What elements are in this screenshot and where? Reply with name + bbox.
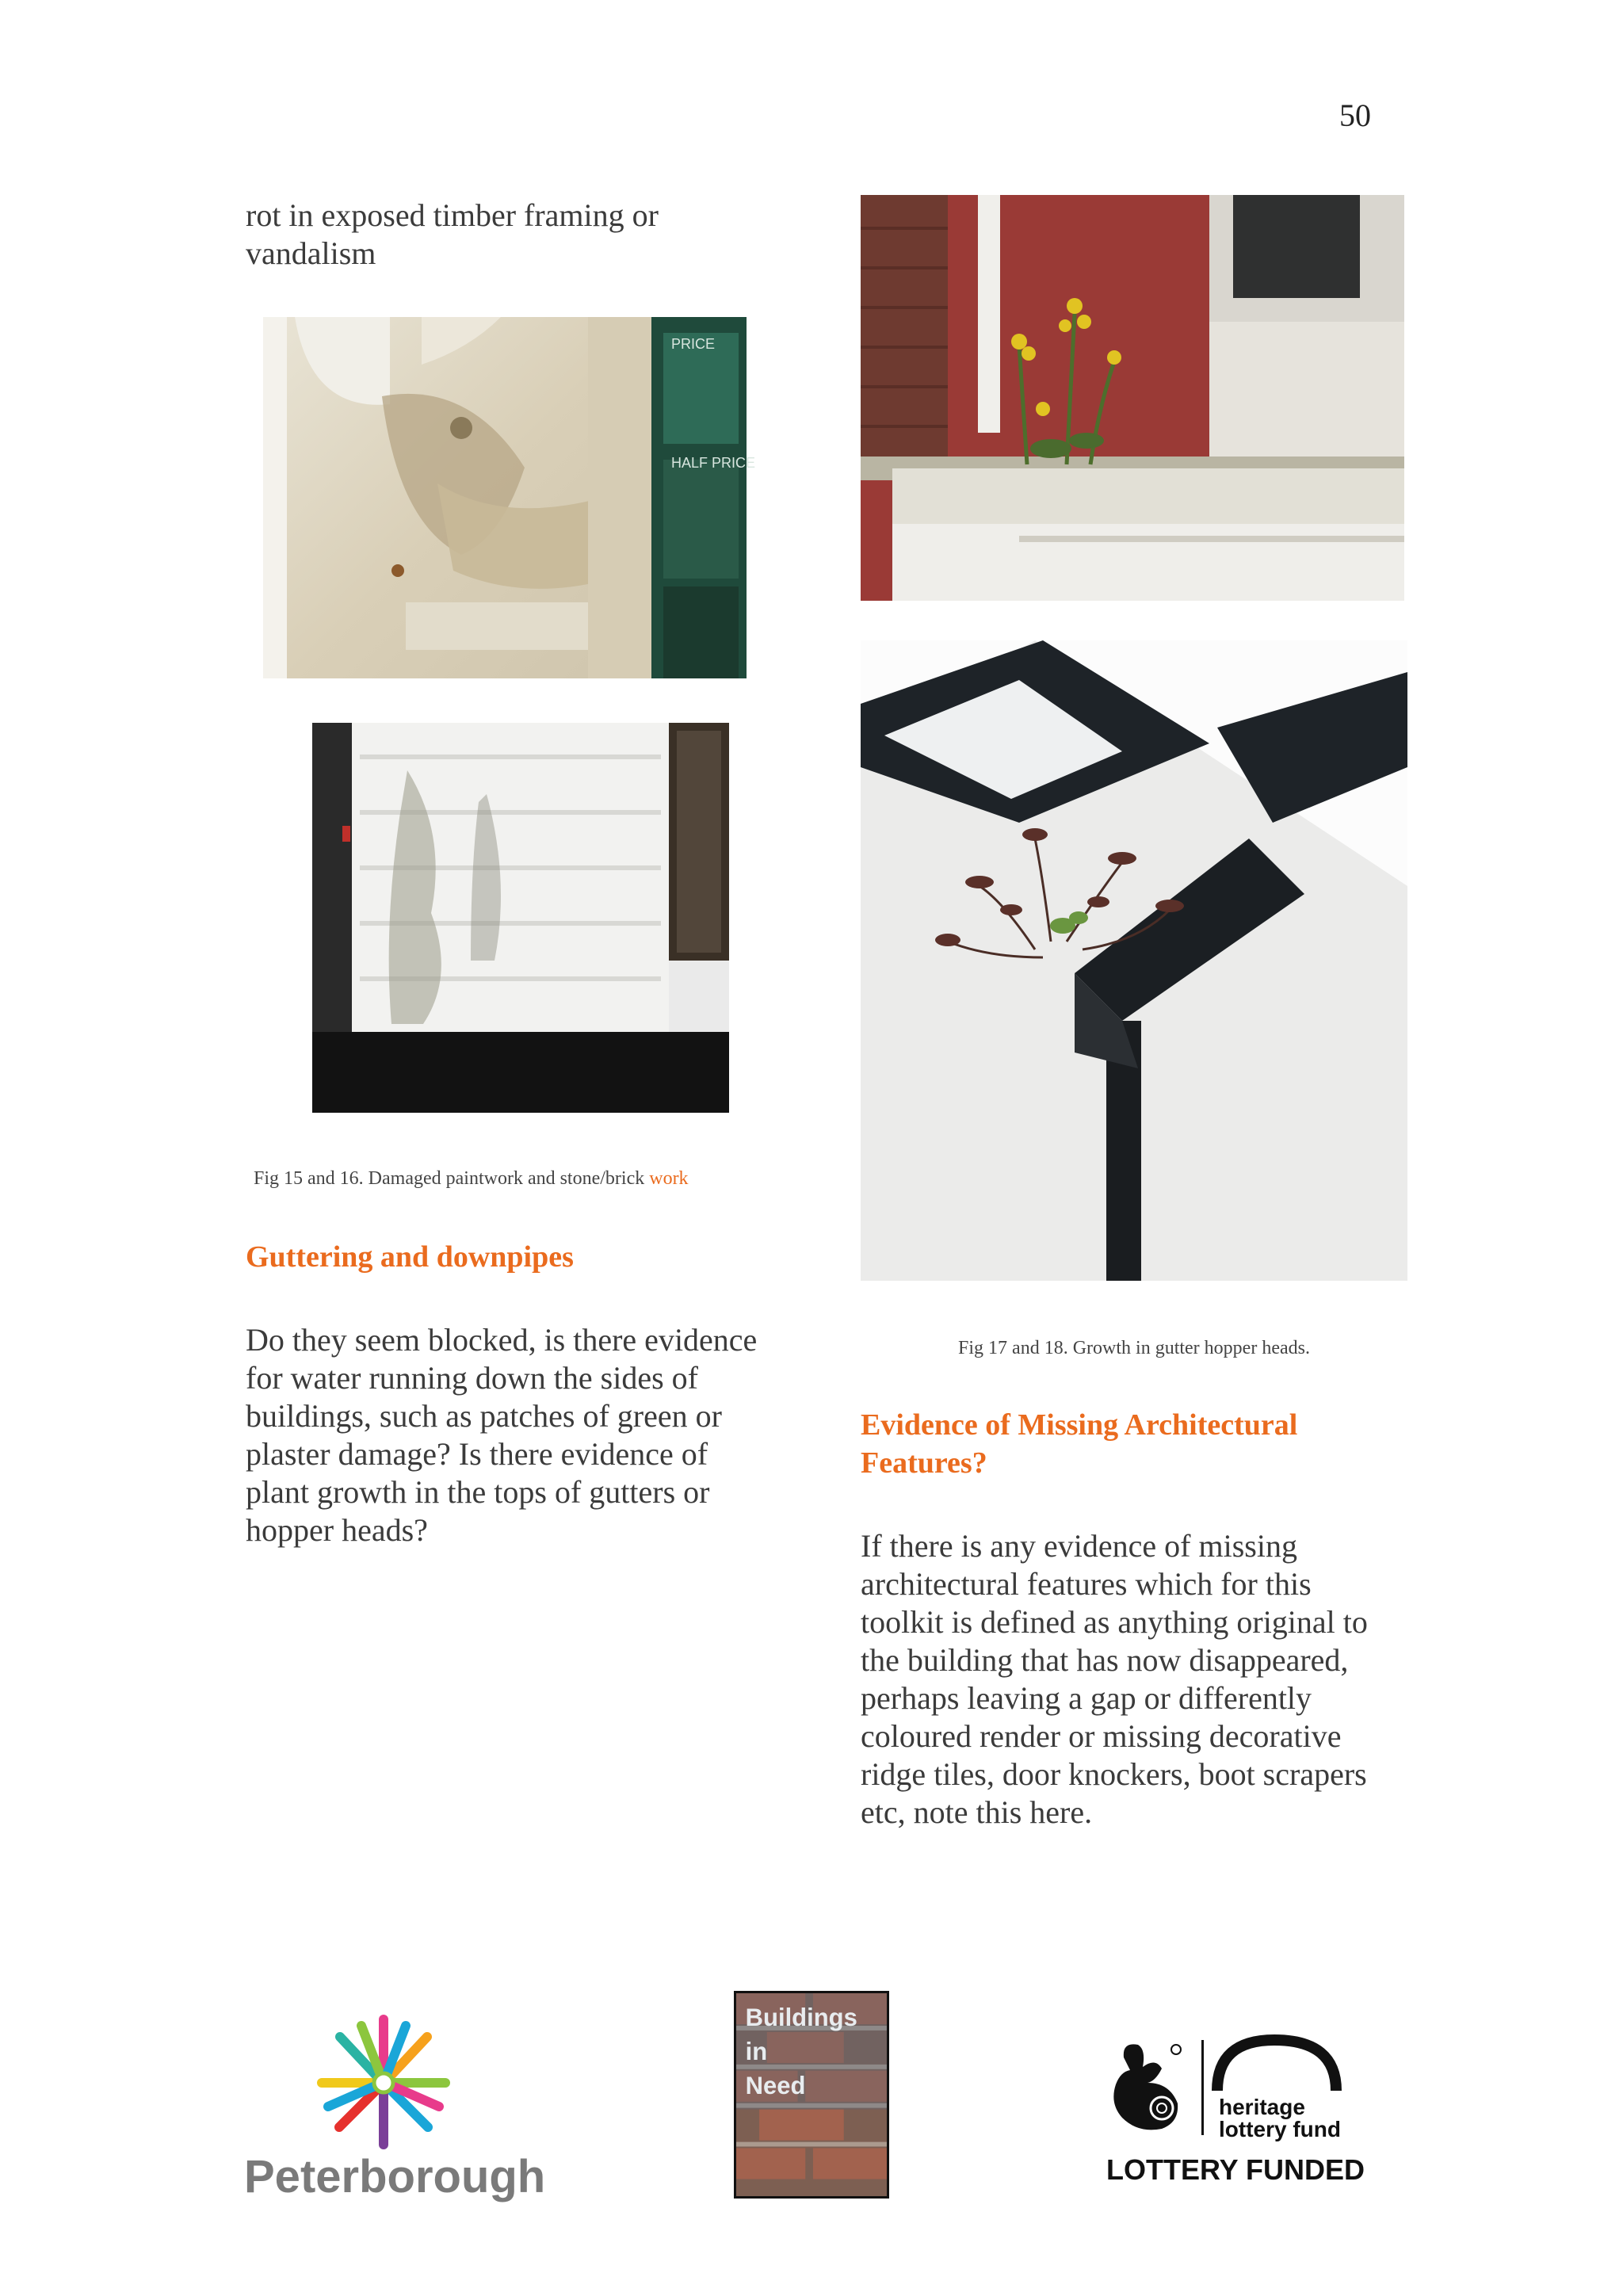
page-number: 50 [1339,97,1371,133]
svg-text:in: in [745,2037,768,2066]
peterborough-logo [242,2013,546,2203]
photo-hopper-growth [861,640,1407,1281]
peterborough-wordmark: Peterborough [244,2151,546,2202]
caption-fig17-18: Fig 17 and 18. Growth in gutter hopper heads. [958,1338,1310,1358]
intro-text: rot in exposed timber framing or vandalism [246,197,659,271]
svg-text:Need: Need [745,2071,806,2100]
svg-text:HALF PRICE: HALF PRICE [671,455,756,471]
photo-damaged-brickwork [312,723,729,1113]
svg-text:PRICE: PRICE [671,336,716,352]
heading-guttering: Guttering and downpipes [246,1240,574,1274]
caption-fig15-16-accent: work [649,1168,689,1189]
caption-fig15-16-text: Fig 15 and 16. Damaged paintwork and stone/brick [254,1168,650,1189]
svg-text:heritage: heritage [1219,2095,1305,2119]
svg-text:lottery fund: lottery fund [1219,2117,1341,2141]
heading-missing-features: Evidence of Missing Architectural Features? [861,1408,1298,1480]
buildings-in-need-logo [734,1991,889,2199]
lottery-crossed-fingers-icon [1113,2044,1181,2130]
caption-fig15-16 [254,1168,761,1190]
body-guttering: Do they seem blocked, is there evidence for water running down the sides of buildings, such as patches of green or plaster damage? Is there evidence of plant growth in the tops of gutters or hopper heads? [246,1322,758,1548]
peterborough-burst-icon [242,2013,546,2203]
photo-gutter-flowers [861,195,1404,601]
photo-damaged-paintwork [263,317,756,678]
svg-text:Buildings: Buildings [745,2003,857,2032]
body-missing-features: If there is any evidence of missing architectural features which for this toolkit is defined as anything original to the building that has now disappeared, perhaps leaving a gap or differently coloured render or missing decorative ridge tiles, door knockers, boot scrapers etc, note this here. [861,1528,1368,1830]
heritage-lottery-fund-logo [1106,2035,1368,2191]
svg-text:LOTTERY FUNDED: LOTTERY FUNDED [1106,2153,1365,2186]
